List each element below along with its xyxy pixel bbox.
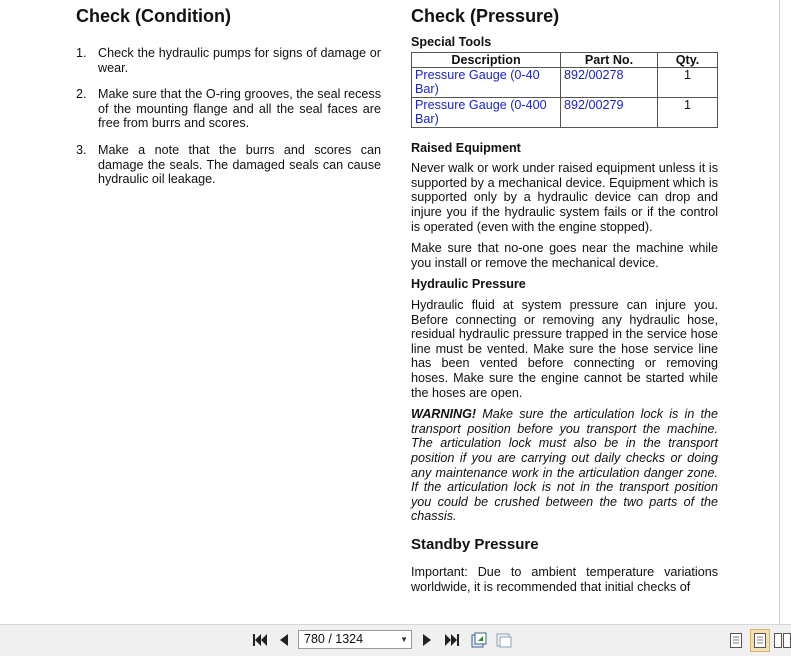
continuous-view-icon[interactable] — [750, 629, 770, 652]
step-number: 3. — [76, 142, 87, 157]
raised-equipment-paragraph: Never walk or work under raised equipment unless it is supported by a mechanical device. Equipment which is supported only by a hydraulic device can drop and injure you if the hydraulic system fails or if the control is operated (even with the engine stopped). — [411, 161, 718, 234]
column-header: Qty. — [658, 52, 718, 67]
tool-description-link[interactable]: Pressure Gauge (0-40 Bar) — [412, 68, 561, 98]
two-page-view-icon[interactable] — [774, 631, 791, 649]
left-section-title: Check (Condition) — [76, 6, 231, 26]
quantity-cell: 1 — [658, 68, 718, 98]
page-number-select[interactable] — [298, 630, 412, 649]
fit-page-icon[interactable] — [470, 631, 488, 649]
hydraulic-pressure-paragraph: Hydraulic fluid at system pressure can injure you. Before connecting or removing any hydraulic hose, residual hydraulic pressure trapped in the service hose line must be vented. Make sure the hose service line has been vented before connecting or removing hoses. Make sure the engine cannot be started while the hoses are open. — [411, 297, 718, 400]
table-row — [412, 68, 718, 98]
next-page-icon[interactable] — [420, 631, 434, 649]
tool-description-link[interactable]: Pressure Gauge (0-400 Bar) — [412, 97, 561, 127]
raised-equipment-paragraph-2: Make sure that no-one goes near the machine while you install or remove the mechanical device. — [411, 241, 718, 270]
raised-equipment-heading: Raised Equipment — [411, 140, 521, 155]
condition-steps-list — [76, 46, 381, 199]
step-text: Make a note that the burrs and scores can damage the seals. The damaged seals can cause hydraulic oil leakage. — [98, 142, 381, 187]
column-header: Part No. — [561, 52, 658, 67]
table-row — [412, 97, 718, 127]
right-section-title: Check (Pressure) — [411, 6, 560, 26]
hydraulic-pressure-heading: Hydraulic Pressure — [411, 277, 526, 292]
page-edge — [779, 0, 780, 624]
right-column — [411, 35, 718, 595]
pdf-viewer-toolbar — [0, 624, 791, 656]
page-indicator: 780 / 1324 — [304, 632, 364, 646]
quantity-cell: 1 — [658, 97, 718, 127]
part-number-link[interactable]: 892/00278 — [561, 68, 658, 98]
special-tools-heading: Special Tools — [411, 35, 492, 49]
step-number: 1. — [76, 46, 87, 60]
table-header-row — [412, 52, 718, 67]
prev-page-icon[interactable] — [276, 631, 290, 649]
step-number: 2. — [76, 87, 87, 102]
warning-text: Make sure the articulation lock is in the transport position before you transport the machine. The articulation lock must also be in the transport position if you are carrying out daily checks or doing any maintenance work in the articulation danger zone. If the articulation lock is not in the transport position you could be crushed between the two parts of the chassis. — [411, 407, 719, 524]
last-page-icon[interactable] — [444, 631, 460, 649]
standby-pressure-paragraph: Important: Due to ambient temperature variations worldwide, it is recommended that initial checks of — [411, 565, 718, 595]
warning-paragraph — [411, 407, 718, 524]
step-text: Check the hydraulic pumps for signs of damage or wear. — [98, 46, 381, 75]
single-page-view-icon[interactable] — [728, 631, 744, 649]
list-item — [76, 143, 381, 187]
part-number-link[interactable]: 892/00279 — [561, 97, 658, 127]
standby-pressure-heading: Standby Pressure — [411, 535, 539, 553]
list-item — [76, 46, 381, 75]
step-text: Make sure that the O-ring grooves, the seal recess of the mounting flange and all the seal faces are free from burrs and scores. — [98, 87, 381, 131]
column-header: Description — [412, 52, 561, 67]
warning-label: WARNING! — [411, 407, 477, 422]
first-page-icon[interactable] — [252, 631, 268, 649]
special-tools-table — [411, 52, 718, 128]
chevron-down-icon: ▼ — [400, 635, 408, 644]
list-item — [76, 87, 381, 131]
fit-width-icon[interactable] — [495, 631, 513, 649]
